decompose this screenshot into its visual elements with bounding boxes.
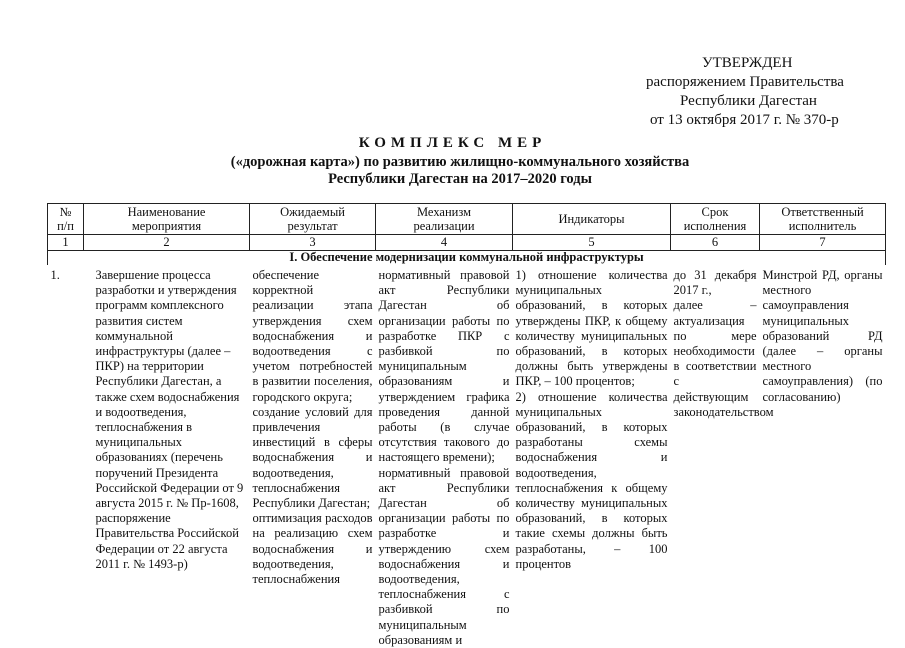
column-number: 7 — [760, 235, 886, 251]
header-mechanism: Механизм реализации — [376, 204, 513, 235]
section-title: I. Обеспечение модернизации коммунальной инфраструктуры — [48, 251, 886, 266]
column-number-row — [48, 235, 886, 251]
document-subtitle — [180, 154, 740, 188]
measures-table — [47, 203, 886, 648]
column-number: 3 — [250, 235, 376, 251]
column-number: 2 — [84, 235, 250, 251]
header-indicators: Индикаторы — [513, 204, 671, 235]
approval-title: УТВЕРЖДЕН — [702, 55, 793, 71]
row-indicators: 1) отношение количества муниципальных образований, в которых утверждены ПКР, к общему количеству муниципальных образований, в которых должны быть утверждены ПКР, – 100 процентов; 2) отношение количества муниципальных образований, в которых разработаны схемы водоснабжения и водоотведения, теплоснабжения к общему количеству муниципальных образований, в которых такие схемы должны быть разработаны, – 100 процентов — [515, 268, 668, 571]
document-title: КОМПЛЕКС МЕР — [358, 135, 547, 151]
column-number: 5 — [513, 235, 671, 251]
approval-line-date: от 13 октября 2017 г. № 370-р — [650, 112, 839, 128]
approval-stamp — [620, 54, 880, 130]
row-result: обеспечение корректной реализации этапа утверждения схем водоснабжения и водоотведения с учетом потребностей в развитии поселения, городского округа; создание условий для привлечения инвестиций в сферы водоснабжения и водоотведения, теплоснабжения Республики Дагестан; оптимизация расходов на реализацию схем водоснабжения и водоотведения, теплоснабжения — [252, 268, 373, 587]
column-number: 1 — [48, 235, 84, 251]
section-row — [48, 251, 886, 266]
header-row — [48, 204, 886, 235]
header-result: Ожидаемый результат — [250, 204, 376, 235]
table-row — [48, 265, 886, 648]
column-number: 6 — [671, 235, 760, 251]
subtitle-line-1: («дорожная карта») по развитию жилищно-коммунального хозяйства — [230, 154, 690, 170]
subtitle-line-2: Республики Дагестан на 2017–2020 годы — [328, 171, 592, 187]
row-activity: Завершение процесса разработки и утверждения программ комплексного развития систем коммунальной инфраструктуры (далее – ПКР) на территории Республики Дагестан, а также схем водоснабжения и водоотведения, теплоснабжения в муниципальных образованиях (перечень поручений Президента Российской Федерации от 9 августа 2015 г. № Пр-1608, распоряжение Правительства Российской Федерации от 22 августа 2011 г. № 1493-р) — [95, 268, 244, 571]
header-responsible: Ответственный исполнитель — [760, 204, 886, 235]
row-deadline: до 31 декабря 2017 г., далее – актуализация по мере необходимости в соответствии с действующим законодательством — [673, 268, 774, 419]
approval-line-decree: распоряжением Правительства — [646, 74, 844, 90]
header-activity: Наименование мероприятия — [84, 204, 250, 235]
row-number: 1. — [50, 268, 60, 282]
row-mechanism: нормативный правовой акт Республики Дагестан об организации работы по разработке ПКР с разбивкой по муниципальным образованиям и утверждением графика проведения данной работы (в случае отсутствия такового до настоящего времени); нормативный правовой акт Республики Дагестан об организации работы по разработке и утверждению схем водоснабжения и водоотведения, теплоснабжения с разбивкой по муниципальным образованиям и — [378, 268, 510, 647]
header-number: № п/п — [48, 204, 84, 235]
approval-line-republic: Республики Дагестан — [680, 93, 817, 109]
row-responsible: Минстрой РД, органы местного самоуправления муниципальных образований РД (далее – органы местного самоуправления) (по согласованию) — [762, 268, 883, 404]
header-deadline: Срок исполнения — [671, 204, 760, 235]
column-number: 4 — [376, 235, 513, 251]
